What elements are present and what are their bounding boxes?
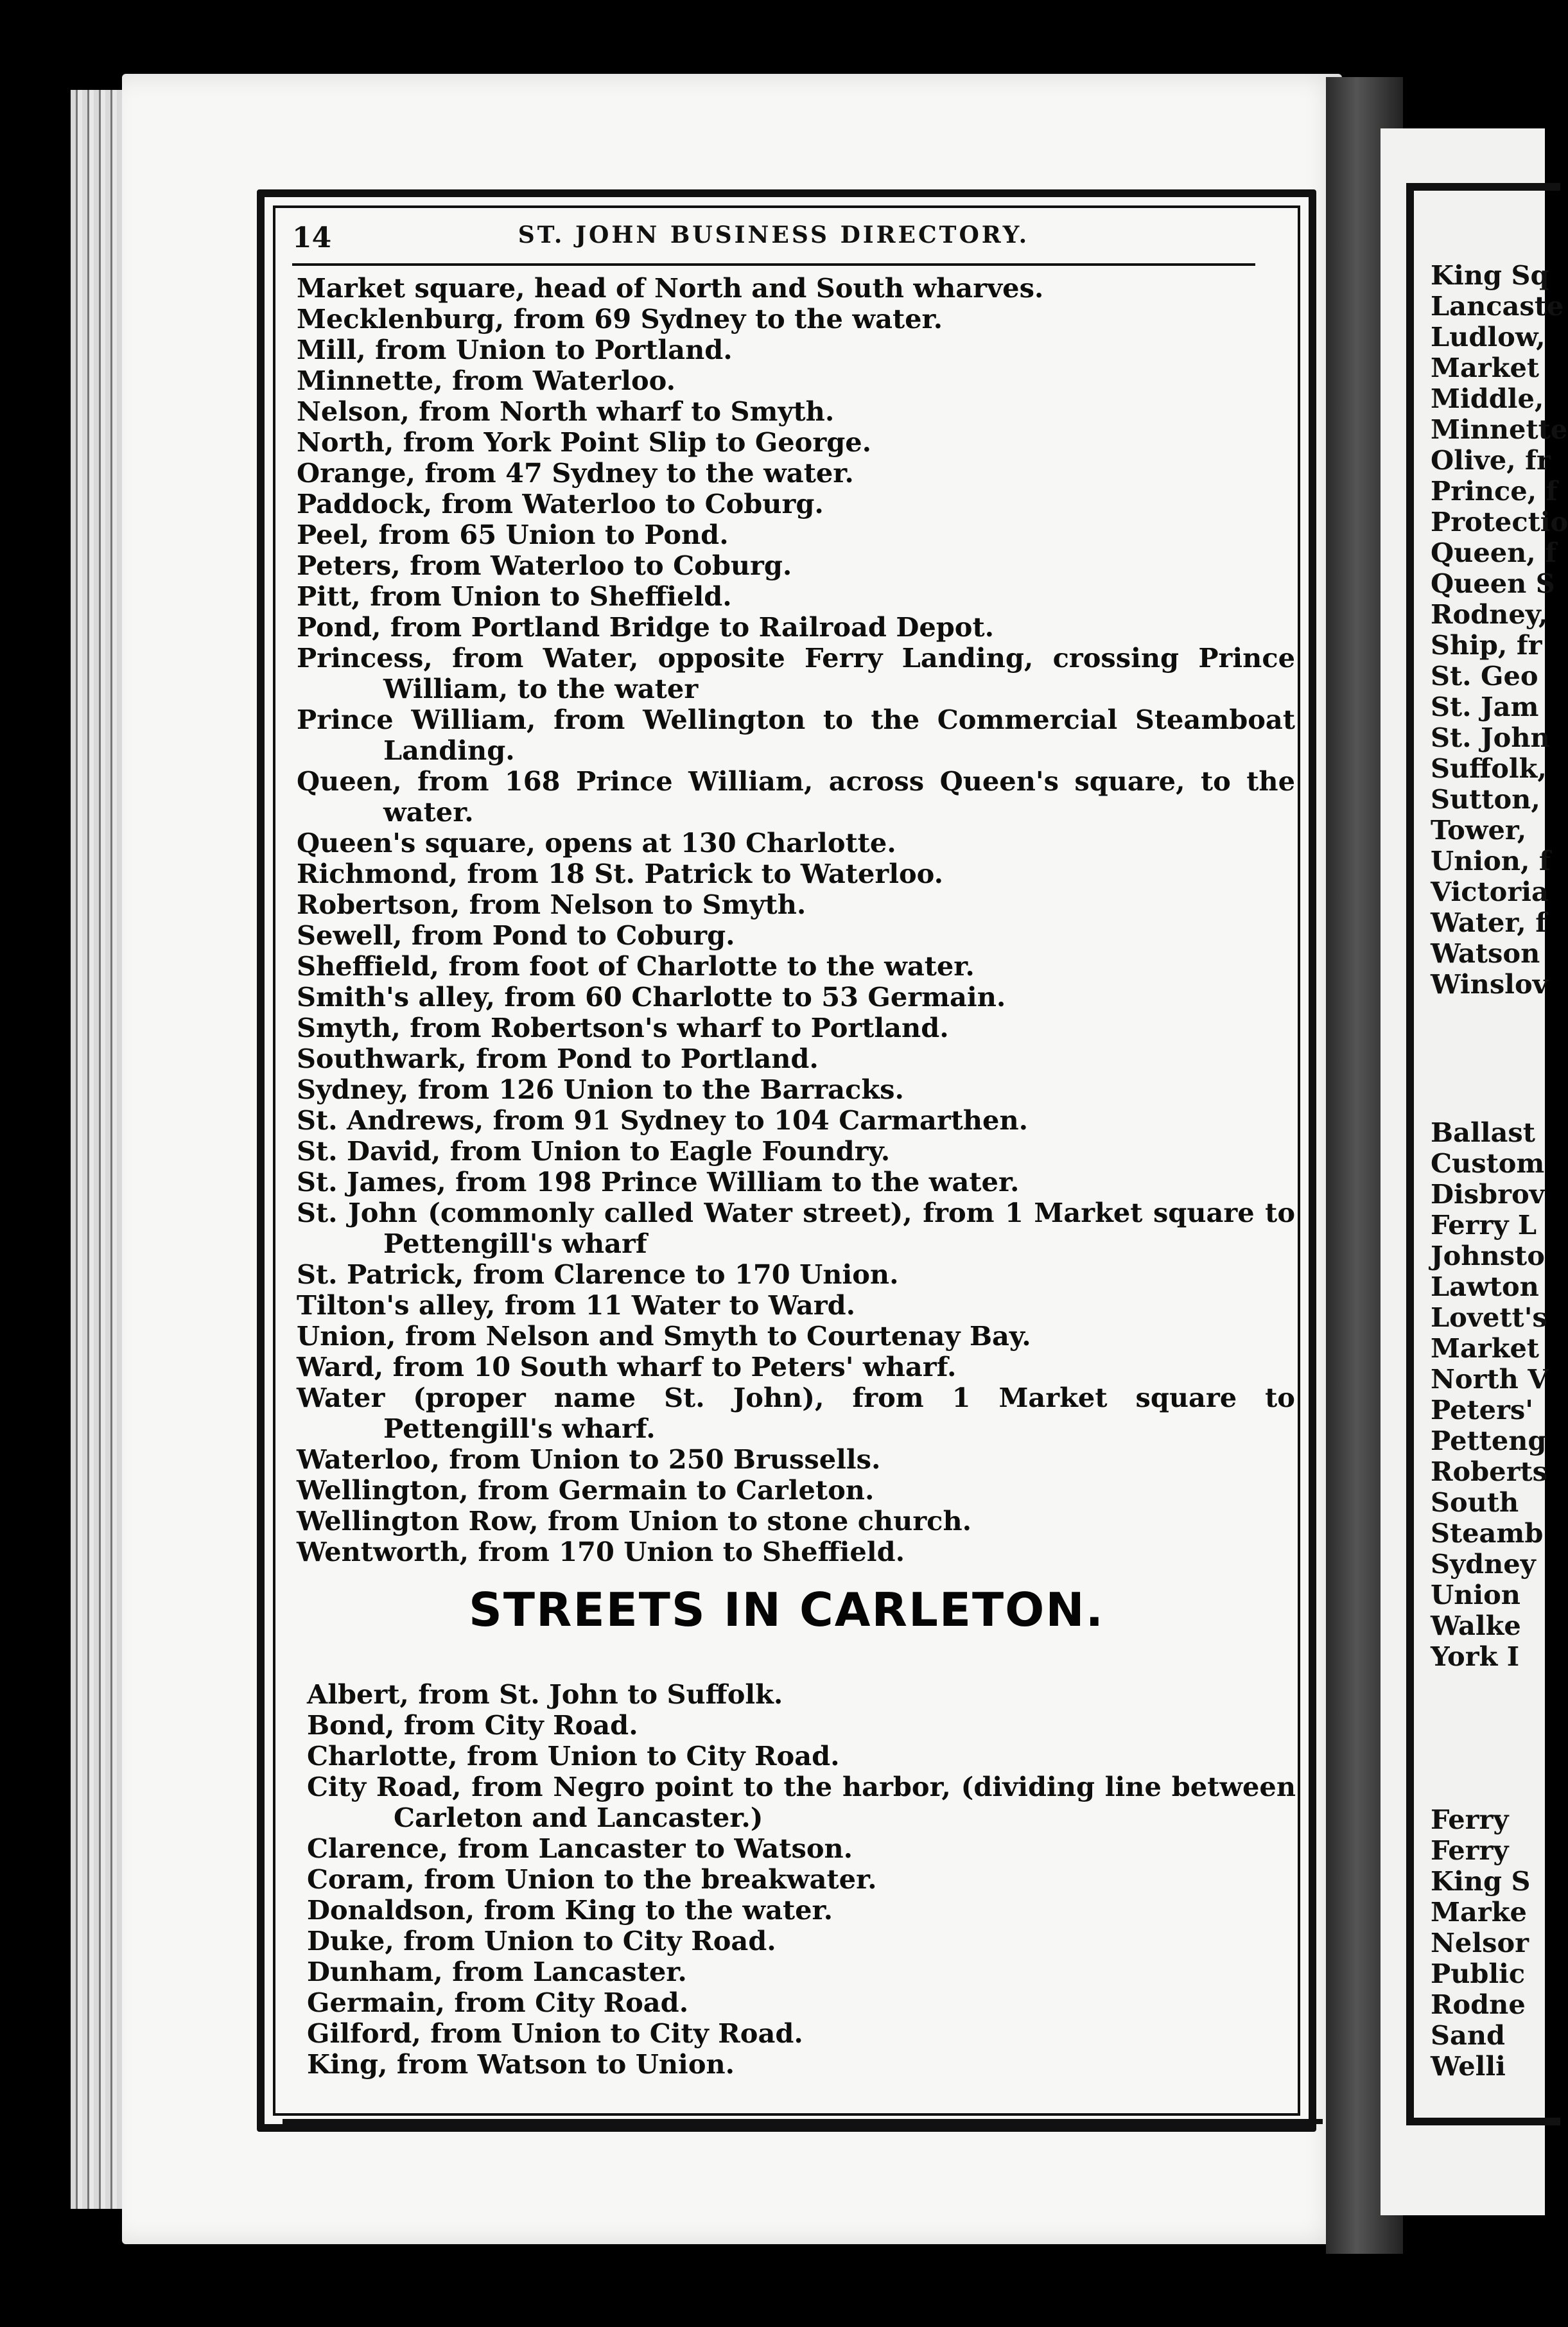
street-entry: Wellington, from Germain to Carleton.	[297, 1474, 875, 1506]
carleton-street-entry: Charlotte, from Union to City Road.	[307, 1740, 840, 1772]
facing-page-entry: Rodney,	[1431, 598, 1548, 630]
street-entry: Mill, from Union to Portland.	[297, 334, 733, 365]
street-entry: Market square, head of North and South wharves.	[297, 272, 1044, 304]
facing-page-entry: St. Jam	[1431, 691, 1539, 722]
street-entry: Queen's square, opens at 130 Charlotte.	[297, 827, 896, 858]
carleton-street-entry: Bond, from City Road.	[307, 1709, 638, 1741]
facing-page-entry: Ludlow,	[1431, 321, 1546, 353]
street-entry: Minnette, from Waterloo.	[297, 365, 676, 396]
facing-page-entry: Victoria	[1431, 876, 1549, 907]
facing-page-entry: King S	[1431, 1865, 1531, 1897]
facing-page-entry: Public	[1431, 1958, 1526, 1989]
facing-page-entry: Sydney	[1431, 1548, 1536, 1580]
street-entry: Pitt, from Union to Sheffield.	[297, 580, 732, 612]
street-entry: St. David, from Union to Eagle Foundry.	[297, 1135, 891, 1167]
facing-page-entry: Watson	[1431, 937, 1540, 969]
carleton-street-entry: Albert, from St. John to Suffolk.	[307, 1678, 783, 1710]
carleton-street-entry: King, from Watson to Union.	[307, 2048, 735, 2080]
facing-page-entry: Peters'	[1431, 1394, 1534, 1425]
facing-page-entry: Union, f	[1431, 845, 1551, 876]
street-entry: Smyth, from Robertson's wharf to Portland.	[297, 1012, 949, 1043]
street-entry: Richmond, from 18 St. Patrick to Waterloo.	[297, 858, 944, 889]
carleton-street-entry: Donaldson, from King to the water.	[307, 1894, 833, 1926]
street-entry: North, from York Point Slip to George.	[297, 426, 872, 458]
facing-page-entry: Steamb	[1431, 1517, 1544, 1549]
street-entry: Peters, from Waterloo to Coburg.	[297, 550, 792, 581]
facing-page-entry: Nelsor	[1431, 1927, 1529, 1958]
facing-page-entry: Roberts	[1431, 1456, 1547, 1487]
facing-page-entry: Ballast	[1431, 1117, 1535, 1148]
running-title: ST. JOHN BUSINESS DIRECTORY.	[518, 222, 1030, 248]
street-entry: St. Andrews, from 91 Sydney to 104 Carmarthen.	[297, 1104, 1029, 1136]
street-entry: Queen, from 168 Prince William, across Queen's square, to the water.	[297, 765, 1295, 828]
facing-page-entry: Union	[1431, 1579, 1520, 1610]
carleton-street-entry: City Road, from Negro point to the harbor, (dividing line between Carleton and Lancaster.)	[307, 1771, 1296, 1833]
carleton-street-entry: Dunham, from Lancaster.	[307, 1956, 687, 1987]
header-rule	[292, 263, 1255, 266]
page-number: 14	[292, 222, 332, 254]
street-entry: Ward, from 10 South wharf to Peters' wharf.	[297, 1351, 957, 1382]
street-entry: Nelson, from North wharf to Smyth.	[297, 396, 835, 427]
facing-page-entry: Walke	[1431, 1610, 1521, 1641]
street-entry: Orange, from 47 Sydney to the water.	[297, 457, 854, 489]
facing-page-entry: Welli	[1431, 2050, 1506, 2082]
facing-page-entry: Lovett's	[1431, 1302, 1547, 1333]
facing-page-entry: King Sq	[1431, 259, 1549, 291]
facing-page-entry: Queen S	[1431, 568, 1555, 599]
street-entry: St. James, from 198 Prince William to the water.	[297, 1166, 1020, 1198]
facing-page-list-2	[1431, 1117, 1548, 1672]
street-list	[297, 273, 1295, 1567]
street-entry: Sydney, from 126 Union to the Barracks.	[297, 1074, 904, 1105]
bottom-rule	[283, 2119, 1323, 2124]
street-entry: Peel, from 65 Union to Pond.	[297, 519, 729, 550]
street-entry: Wentworth, from 170 Union to Sheffield.	[297, 1536, 905, 1567]
facing-page-entry: St. Geo	[1431, 660, 1538, 692]
facing-page-entry: Custom	[1431, 1147, 1545, 1179]
facing-page-list-1	[1431, 260, 1568, 1000]
street-entry: Smith's alley, from 60 Charlotte to 53 Germain.	[297, 981, 1006, 1013]
facing-page-entry: Rodne	[1431, 1989, 1526, 2020]
street-entry: St. Patrick, from Clarence to 170 Union.	[297, 1259, 899, 1290]
facing-page-entry: York I	[1431, 1641, 1520, 1672]
facing-page-entry: North V	[1431, 1363, 1549, 1395]
facing-page-entry: Winslov	[1431, 968, 1548, 1000]
facing-page-entry: Ship, fr	[1431, 629, 1542, 661]
facing-page-entry: Market	[1431, 352, 1540, 383]
facing-page-entry: Lancaste	[1431, 290, 1564, 322]
page-header	[292, 222, 1255, 260]
facing-page-entry: Petteng	[1431, 1425, 1547, 1456]
carleton-street-entry: Coram, from Union to the breakwater.	[307, 1863, 877, 1895]
street-entry: Waterloo, from Union to 250 Brussells.	[297, 1443, 881, 1475]
facing-page-entry: Lawton	[1431, 1271, 1539, 1302]
facing-page-entry: Minnette	[1431, 414, 1568, 445]
carleton-street-entry: Duke, from Union to City Road.	[307, 1925, 776, 1957]
facing-page-entry: Sutton,	[1431, 783, 1540, 815]
facing-page-entry: Tower,	[1431, 814, 1527, 846]
street-entry: Southwark, from Pond to Portland.	[297, 1043, 819, 1074]
street-entry: Robertson, from Nelson to Smyth.	[297, 889, 806, 920]
section-heading: STREETS IN CARLETON.	[469, 1583, 1104, 1637]
street-entry: Union, from Nelson and Smyth to Courtenay Bay.	[297, 1320, 1031, 1352]
facing-page-entry: Marke	[1431, 1896, 1527, 1928]
facing-page-entry: Disbrov	[1431, 1178, 1545, 1210]
facing-page-entry: Middle,	[1431, 383, 1544, 414]
street-entry: Water (proper name St. John), from 1 Market square to Pettengill's wharf.	[297, 1382, 1295, 1444]
facing-page-entry: Queen, f	[1431, 537, 1557, 568]
street-entry: Princess, from Water, opposite Ferry Landing, crossing Prince William, to the water	[297, 642, 1295, 704]
carleton-street-entry: Germain, from City Road.	[307, 1987, 689, 2018]
facing-page-entry: Suffolk,	[1431, 753, 1547, 784]
carleton-street-entry: Clarence, from Lancaster to Watson.	[307, 1833, 853, 1864]
facing-page-entry: Ferry L	[1431, 1209, 1537, 1241]
street-entry: Paddock, from Waterloo to Coburg.	[297, 488, 824, 519]
street-entry: Tilton's alley, from 11 Water to Ward.	[297, 1289, 856, 1321]
facing-page-entry: Protectio	[1431, 506, 1568, 537]
street-entry: Pond, from Portland Bridge to Railroad Depot.	[297, 611, 995, 643]
street-entry: Wellington Row, from Union to stone church.	[297, 1505, 972, 1537]
facing-page-entry: St. John	[1431, 722, 1550, 753]
carleton-street-entry: Gilford, from Union to City Road.	[307, 2018, 803, 2049]
facing-page-entry: Johnsto	[1431, 1240, 1545, 1271]
carleton-street-list	[307, 1679, 1296, 2080]
facing-page-entry: Sand	[1431, 2019, 1506, 2051]
street-entry: Mecklenburg, from 69 Sydney to the water.	[297, 303, 943, 335]
facing-page-entry: Water, f	[1431, 907, 1547, 938]
facing-page-entry: Ferry	[1431, 1804, 1509, 1835]
facing-page-entry: South	[1431, 1486, 1519, 1518]
street-entry: St. John (commonly called Water street), from 1 Market square to Pettengill's wharf	[297, 1197, 1295, 1259]
facing-page-list-3	[1431, 1804, 1530, 2082]
street-entry: Prince William, from Wellington to the Commercial Steamboat Landing.	[297, 704, 1295, 766]
facing-page-entry: Prince, f	[1431, 475, 1558, 507]
facing-page-entry: Ferry	[1431, 1835, 1509, 1866]
street-entry: Sheffield, from foot of Charlotte to the water.	[297, 950, 975, 982]
facing-page-entry: Market	[1431, 1332, 1540, 1364]
street-entry: Sewell, from Pond to Coburg.	[297, 919, 735, 951]
facing-page-entry: Olive, fr	[1431, 444, 1551, 476]
